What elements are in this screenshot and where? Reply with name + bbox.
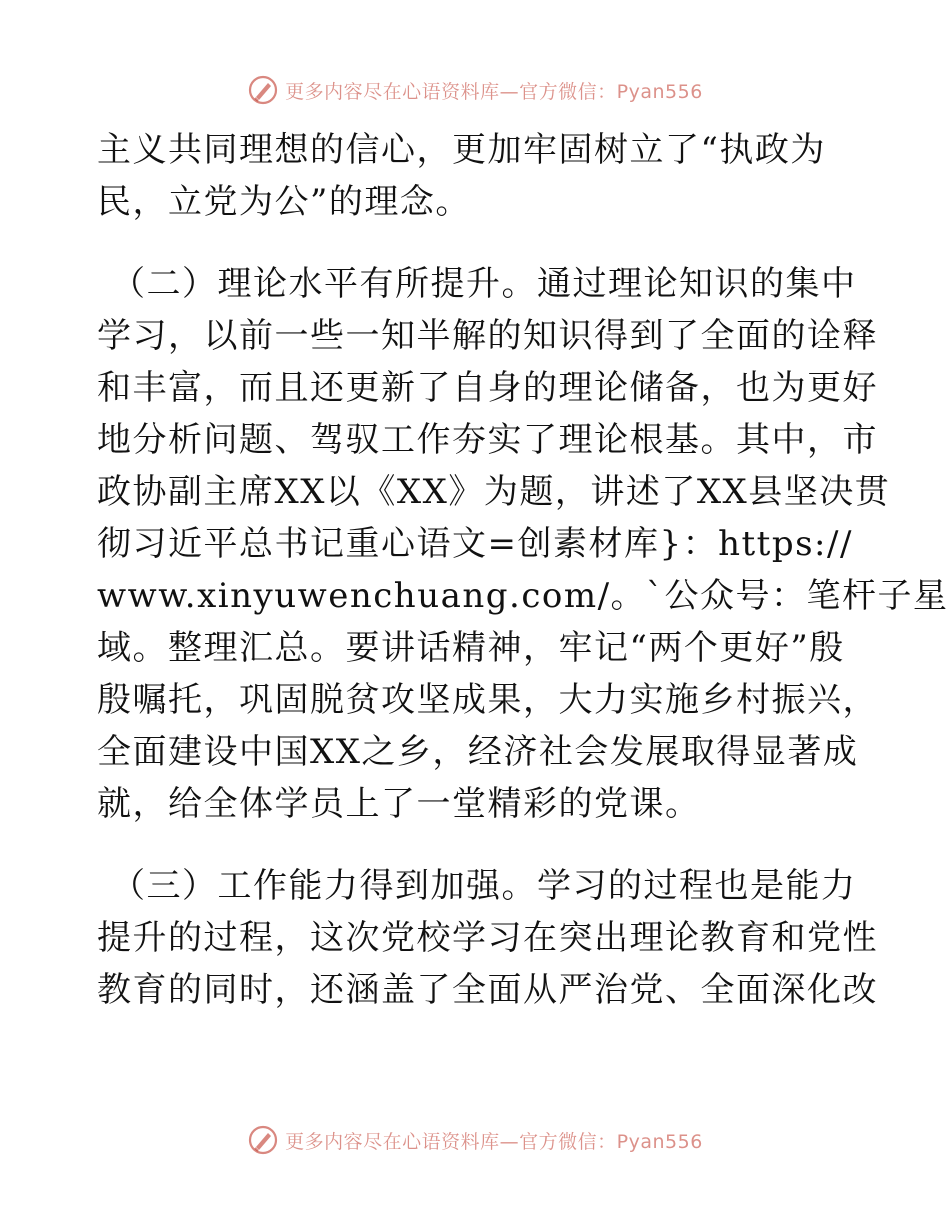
- text-line: 地分析问题、驾驭工作夯实了理论根基。其中，市: [97, 420, 878, 460]
- text-line: 域。整理汇总。要讲话精神，牢记“两个更好”殷: [97, 628, 845, 668]
- text-line: www.xinyuwenchuang.com/。`公众号：笔杆子星: [97, 576, 949, 616]
- quill-logo-icon: [247, 74, 279, 106]
- text-line: 就，给全体学员上了一堂精彩的党课。: [97, 784, 701, 824]
- footer-watermark: [0, 1120, 950, 1160]
- paragraph-1: [97, 124, 857, 228]
- text-line: 学习，以前一些一知半解的知识得到了全面的诠释: [97, 316, 878, 356]
- text-line: 民，立党为公”的理念。: [97, 182, 471, 222]
- watermark-text: 更多内容尽在心语资料库—官方微信：Pyan556: [285, 1130, 703, 1153]
- text-line: 和丰富，而且还更新了自身的理论储备，也为更好: [97, 368, 878, 408]
- text-line: 主义共同理想的信心，更加牢固树立了“执政为: [97, 130, 826, 170]
- document-body: [97, 124, 949, 1016]
- quill-logo-icon: [247, 1124, 279, 1156]
- text-line: 提升的过程，这次党校学习在突出理论教育和党性: [97, 918, 878, 958]
- text-line: （二）理论水平有所提升。通过理论知识的集中: [111, 264, 857, 304]
- paragraph-2: [97, 258, 949, 830]
- header-watermark: [0, 70, 950, 110]
- text-line: （三）工作能力得到加强。学习的过程也是能力: [111, 866, 857, 906]
- text-line: 殷嘱托，巩固脱贫攻坚成果，大力实施乡村振兴，: [97, 680, 878, 720]
- text-line: 教育的同时，还涵盖了全面从严治党、全面深化改: [97, 970, 878, 1010]
- paragraph-3: [97, 860, 878, 1016]
- watermark-text: 更多内容尽在心语资料库—官方微信：Pyan556: [285, 80, 703, 103]
- text-line: 全面建设中国XX之乡，经济社会发展取得显著成: [97, 732, 859, 772]
- text-line: 彻习近平总书记重心语文=创素材库}：https://: [97, 524, 853, 564]
- text-line: 政协副主席XX以《XX》为题，讲述了XX县坚决贯: [97, 472, 891, 512]
